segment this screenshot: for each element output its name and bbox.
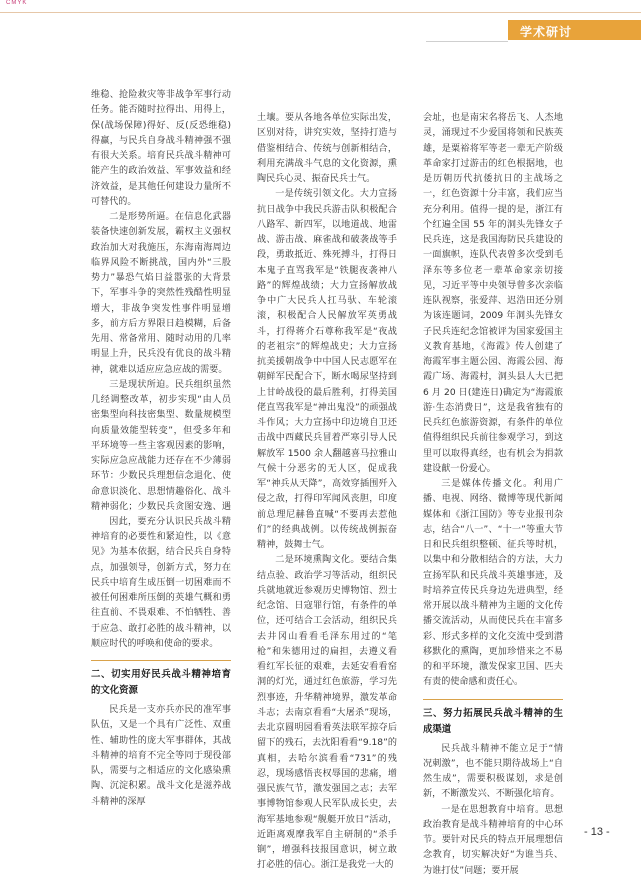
heading-rule — [91, 660, 231, 661]
paragraph: 民兵战斗精神不能立足于“情况刺激”，也不能只期待战场上“自然生成”，需要积极谋划，求是创新，不断激发兴、不断强化培育。 — [423, 743, 563, 800]
paragraph: 会址，也是南宋名将岳飞、人杰地灵，涌现过不少爱国将领和民族英雄，是粟裕将军等老一辈无产阶级革命家打过游击的红色根据地，也是历朝历代抗倭抗日的主战场之一，红色资源十分丰富，我们应当充分利用。值得一提的是，浙江有个红遍全国 55 年的洞头先锋女子民兵连，这是我国海防民兵建设的一面旗帜，连队代表曾多次受到毛泽东等多位老一辈革命家亲切接见，习近平等中央领导曾多次亲临连队视察，张爱萍、迟浩田还分别为该连题词，2009 年洞头先锋女子民兵连纪念馆被评为国家爱国主义教育基地，《海霞》传人创建了海霞军事主题公园、海霞公园、海霞广场、海霞村，洞头县人大已把 6 月 20 日(建连日)确定为“海霞旅游·生态消费日”，这是我省独有的民兵红色旅游资源，有条件的单位值得组织民兵前往参观学习，到这里可以取得真经，也有机会为捐款建设献一份爱心。 — [423, 113, 563, 474]
header-rule — [426, 41, 508, 42]
paragraph: 一是在思想教育中培育。思想政治教育是战斗精神培育的中心环节。要针对民兵的特点开展理想信念教育，切实解决好“为谁当兵、为谁打仗”问题；要开展 — [423, 804, 563, 876]
paragraph: 三是现状所迫。民兵组织虽然几经调整改革，初步实现“由人员密集型向科技密集型、数量规模型向质量效能型转变”，但受多年和平环境等一些主客观因素的影响，实际应急应战能力还存在不少薄弱环节：少数民兵理想信念退化、使命意识淡化、思想情趣俗化、战斗精神弱化；少数民兵贪图安逸、遇 — [91, 379, 231, 512]
section-heading: 三、努力拓展民兵战斗精神的生成渠道 — [423, 707, 563, 735]
section-heading: 二、切实用好民兵战斗精神培育的文化资源 — [91, 669, 231, 696]
section-title: 学术研讨 — [520, 25, 573, 39]
section-tag — [508, 20, 641, 40]
top-rule — [0, 12, 641, 13]
paragraph: 维稳、抢险救灾等非战争军事行动任务。能否随时拉得出、用得上，保(战场保障)得好、反(反恐维稳)得赢，与民兵自身战斗精神强不强有很大关系。培育民兵战斗精神可能产生的政治效益、军事效益和经济效益，是其他任何建设力量所不可替代的。 — [91, 90, 231, 207]
column-middle — [257, 111, 397, 874]
paragraph: 二是环境熏陶文化。要结合集结点验、政治学习等活动，组织民兵就地就近参观历史博物馆、烈士纪念馆、日寇罪行馆，有条件的单位，还可结合工会活动，组织民兵去井冈山看看毛泽东用过的“笔枪”和朱德用过的扁担，去遵义看看红军长征的艰难，去延安看看窑洞的灯光，通过红色旅游，学习先烈事迹，升华精神境界，激发革命斗志；去南京看看“大屠杀”现场，去北京圆明园看看英法联军掠夺后留下的残石，去沈阳看看“9.18”的真相，去哈尔滨看看“731”的残忍，现场感悟丧权辱国的悲痛，增强民族气节，激发强国之志；去军事博物馆参观人民军队成长史，去海军基地参观“舰艇开放日”活动，近距离观摩我军自主研制的“杀手锏”，增强科技报国意识，树立敢打必胜的信心。浙江是我党一大的 — [257, 555, 397, 871]
paragraph: 三是媒体传播文化。利用广播、电视、网络、微博等现代新闻媒体和《浙江国防》等专业报刊杂志，结合“八一”、“十一”等重大节日和民兵组织整顿、征兵等时机，以集中和分散相结合的方法，大力宣扬军队和民兵战斗英雄事迹，及时培养宣传民兵身边先进典型，经常开展以战斗精神为主题的文化传播交流活动，从而使民兵在丰富多彩、形式多样的文化交流中受到潜移默化的熏陶，更加珍惜来之不易的和平环境，激发保家卫国、匹夫有责的使命感和责任心。 — [423, 479, 563, 688]
paragraph: 二是形势所逼。在信息化武器装备快速创新发展，霸权主义强权政治加大对我施压，东海南海周边临界风险不断挑战，国内外“三股势力”暴恐气焰日益嚣张的大背景下，军事斗争的突然性残酷性明显增大，非战争突发性事件明显增多，前方后方界限日趋模糊，后备先用、常备常用、随时动用的几率明显上升，民兵没有优良的战斗精神，就难以适应应急应战的需要。 — [91, 212, 231, 375]
print-registration-marks: CMYK — [6, 0, 28, 6]
paragraph: 民兵是一支亦兵亦民的准军事队伍，又是一个具有广泛性、双重性、辅助性的庞大军事群体，其战斗精神的培育不完全等同于现役部队，需要与之相适应的文化感染熏陶、沉淀积累。战斗文化是滋养战斗精神的深厚 — [91, 705, 231, 807]
paragraph: 土壤。要从各地各单位实际出发，区别对待，讲究实效，坚持打造与借鉴相结合、传统与创新相结合，利用充满战斗气息的文化资源，熏陶民兵心灵、振奋民兵士气。 — [257, 113, 397, 184]
paragraph: 因此，要充分认识民兵战斗精神培育的必要性和紧迫性，以《意见》为基本依据，结合民兵自身特点，加强领导，创新方式，努力在民兵中培育生成压倒一切困难而不被任何困难所压倒的英雄气概和勇往直前、不畏艰难、不怕牺牲、善于应急、敢打必胜的战斗精神，以顺应时代的呼唤和使命的要求。 — [91, 516, 231, 649]
paragraph: 一是传统引领文化。大力宣扬抗日战争中我民兵游击队积极配合八路军、新四军，以地道战、地雷战、游击战、麻雀战和破袭战等手段，勇敢抵近、殊死搏斗，打得日本鬼子直骂我军是“铁腿夜袭神八路”的辉煌战绩；大力宣扬解放战争中广大民兵人扛马驮、车轮滚滚，积极配合人民解放军英勇战斗，打得蒋介石尊称我军是“夜战的老祖宗”的辉煌战史；大力宣扬抗美援朝战争中中国人民志愿军在朝鲜军民配合下，断水喝尿坚持到上甘岭战役的最后胜利，打得美国佬直骂我军是“神出鬼没”的顽强战斗作风；大力宣扬中印边境自卫还击战中西藏民兵冒着严寒引导人民解放军 1500 余人翻越喜马拉雅山气候十分恶劣的无人区，促成我军“神兵从天降”，高效穿插围歼入侵之敌，打得印军闻风丧胆，印度前总理尼赫鲁直喊“不要再去惹他们”的经典战例。以传统战例振奋精神，鼓舞士气。 — [257, 189, 397, 550]
column-right — [423, 111, 563, 879]
column-left — [91, 88, 231, 810]
page-number: - 13 - — [584, 826, 610, 838]
heading-rule — [423, 699, 563, 700]
